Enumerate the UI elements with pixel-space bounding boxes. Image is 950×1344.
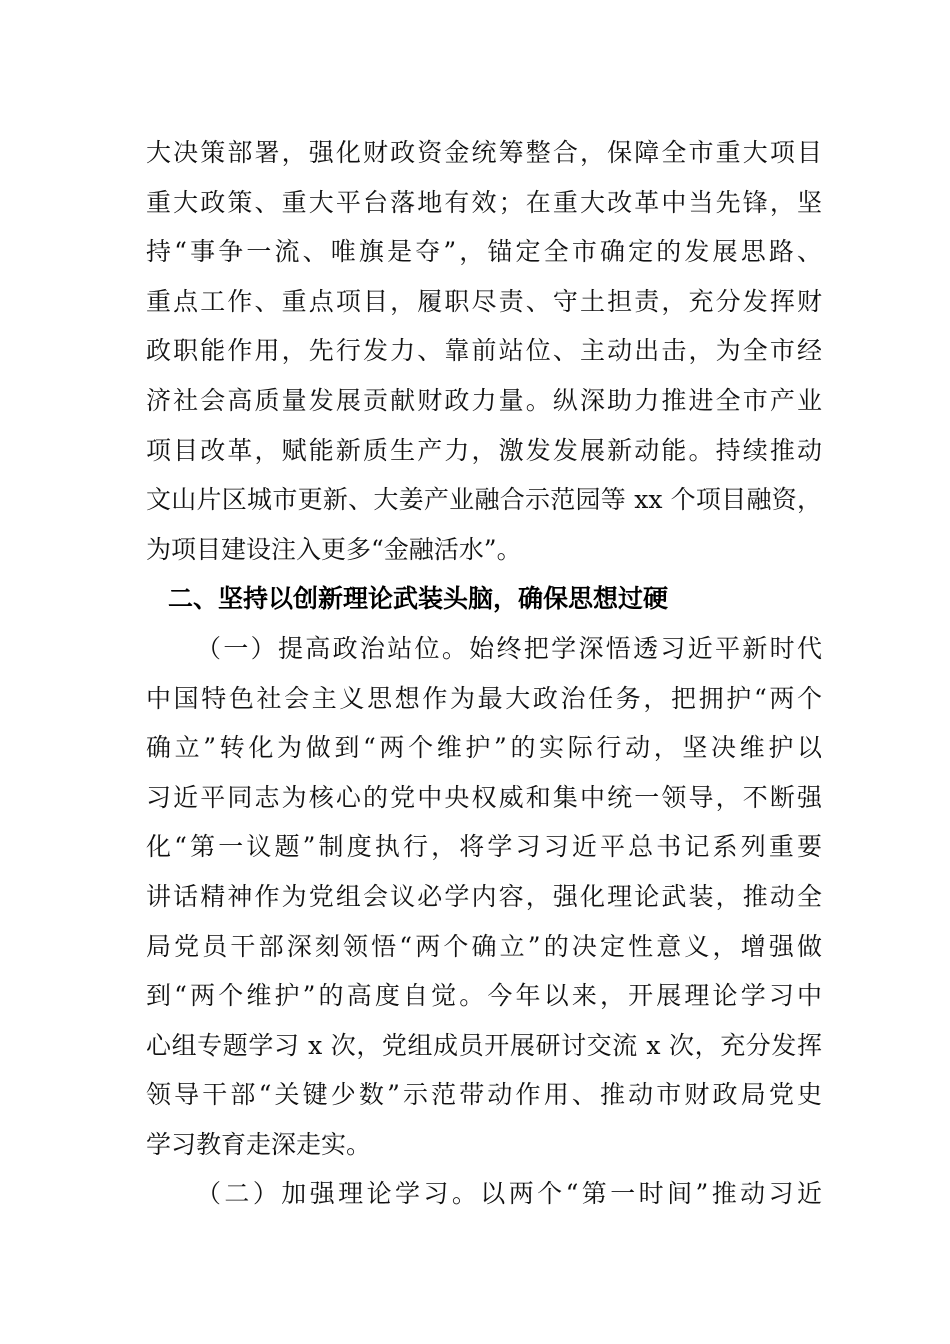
text-line: （二）加强理论学习。以两个“第一时间”推动习近 (196, 1179, 822, 1209)
text-line: 确立”转化为做到“两个维护”的实际行动，坚决维护以 (146, 733, 822, 763)
paragraph-political-stance (146, 624, 822, 1170)
text-line: 为项目建设注入更多“金融活水”。 (146, 534, 522, 564)
text-line: 大决策部署，强化财政资金统筹整合，保障全市重大项目 (146, 138, 822, 167)
text-line: 习近平同志为核心的党中央权威和集中统一领导，不断强 (146, 782, 822, 812)
text-line: 项目改革，赋能新质生产力，激发发展新动能。持续推动 (146, 435, 822, 465)
text-line: 持“事争一流、唯旗是夺”，锚定全市确定的发展思路、 (146, 237, 822, 267)
text-line: 到“两个维护”的高度自觉。今年以来，开展理论学习中 (146, 981, 822, 1011)
text-line: 领导干部“关键少数”示范带动作用、推动市财政局党史 (146, 1080, 822, 1110)
text-line: （一）提高政治站位。始终把学深悟透习近平新时代 (196, 633, 822, 663)
paragraph-theory-study (146, 1169, 822, 1219)
text-line: 学习教育走深走实。 (146, 1129, 372, 1159)
text-line: 重大政策、重大平台落地有效；在重大改革中当先锋，坚 (146, 187, 822, 217)
text-line: 政职能作用，先行发力、靠前站位、主动出击，为全市经 (146, 336, 822, 366)
paragraph-intro (146, 128, 822, 574)
text-line: 重点工作、重点项目，履职尽责、守土担责，充分发挥财 (146, 286, 822, 316)
text-line: 济社会高质量发展贡献财政力量。纵深助力推进全市产业 (146, 385, 822, 415)
text-line: 心组专题学习 x 次，党组成员开展研讨交流 x 次，充分发挥 (146, 1030, 822, 1060)
document-body (146, 128, 822, 1219)
text-line: 局党员干部深刻领悟“两个确立”的决定性意义，增强做 (146, 931, 822, 961)
text-line: 文山片区城市更新、大姜产业融合示范园等 xx 个项目融资， (146, 485, 822, 515)
text-line: 中国特色社会主义思想作为最大政治任务，把拥护“两个 (146, 683, 822, 713)
text-line: 化“第一议题”制度执行，将学习习近平总书记系列重要 (146, 832, 822, 862)
text-line: 讲话精神作为党组会议必学内容，强化理论武装，推动全 (146, 881, 822, 911)
section-heading: 二、坚持以创新理论武装头脑，确保思想过硬 (168, 584, 669, 614)
